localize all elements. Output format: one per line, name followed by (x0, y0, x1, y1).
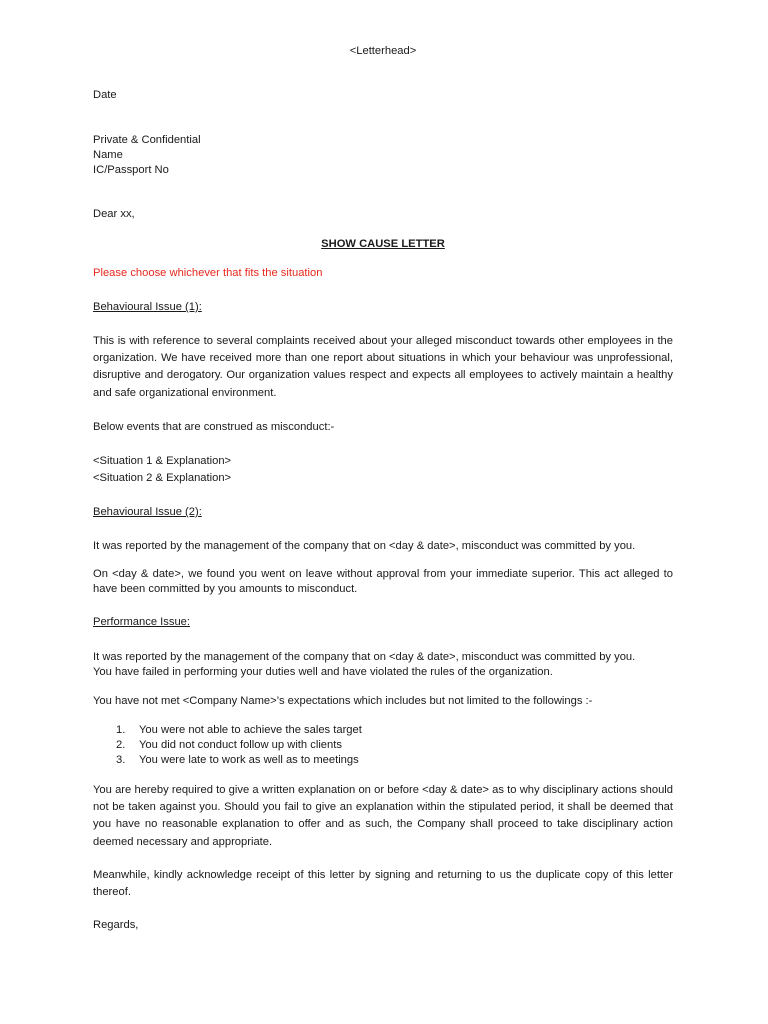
behavioural-issue-1-heading-wrap (93, 299, 673, 316)
closing-regards: Regards, (93, 919, 139, 931)
instruction-note: Please choose whichever that fits the situation (93, 267, 323, 279)
list-item-text: You were not able to achieve the sales target (139, 724, 362, 736)
title-wrapper (93, 236, 673, 253)
list-item-text: You did not conduct follow up with clients (139, 739, 342, 751)
performance-issue-heading-wrap (93, 614, 673, 631)
list-item (116, 738, 342, 753)
letter-title: SHOW CAUSE LETTER (321, 238, 445, 250)
recipient-name: Name (93, 149, 123, 161)
salutation: Dear xx, (93, 208, 135, 220)
behavioural-issue-2-heading-wrap (93, 504, 673, 521)
list-item (116, 753, 359, 768)
behavioural-issue-2-paragraph-1: It was reported by the management of the company that on <day & date>, misconduct was committed by you. (93, 540, 636, 552)
requirement-paragraph: You are hereby required to give a written explanation on or before <day & date> as to why disciplinary actions should not be taken against you. Should you fail to give an explanation within the stipulated period, it shall be deemed that you have no reasonable explanation to offer and as such, the Company shall proceed to take disciplinary action deemed necessary and appropriate. (93, 784, 673, 848)
events-intro: Below events that are construed as misconduct:- (93, 421, 335, 433)
expectations-intro: You have not met <Company Name>’s expectations which includes but not limited to the followings :- (93, 695, 593, 707)
list-item-number: 2. (116, 739, 126, 751)
performance-paragraph-line-1: It was reported by the management of the company that on <day & date>, misconduct was committed by you. (93, 651, 636, 663)
performance-paragraph-line-2: You have failed in performing your duties well and have violated the rules of the organization. (93, 666, 553, 678)
list-item-text: You were late to work as well as to meetings (139, 754, 359, 766)
behavioural-issue-2-heading: Behavioural Issue (2): (93, 506, 202, 518)
performance-issue-heading: Performance Issue: (93, 616, 191, 628)
date-line: Date (93, 89, 117, 101)
situation-1: <Situation 1 & Explanation> (93, 455, 232, 467)
behavioural-issue-2-paragraph-2: On <day & date>, we found you went on leave without approval from your immediate superior. This act alleged to have been committed by you amounts to misconduct. (93, 568, 673, 595)
list-item (116, 723, 362, 738)
situation-2: <Situation 2 & Explanation> (93, 472, 232, 484)
behavioural-issue-1-paragraph: This is with reference to several complaints received about your alleged misconduct towards other employees in the organization. We have received more than one report about situations in which your behaviour was unprofessional, disruptive and derogatory. Our organization values respect and expects all employees to actively maintain a healthy and safe organizational environment. (93, 335, 673, 399)
recipient-ic: IC/Passport No (93, 164, 169, 176)
confidential-label: Private & Confidential (93, 134, 201, 146)
list-item-number: 1. (116, 724, 126, 736)
list-item-number: 3. (116, 754, 126, 766)
letterhead-placeholder: <Letterhead> (349, 45, 417, 57)
acknowledge-paragraph: Meanwhile, kindly acknowledge receipt of this letter by signing and returning to us the duplicate copy of this letter thereof. (93, 869, 673, 899)
behavioural-issue-1-heading: Behavioural Issue (1): (93, 301, 202, 313)
